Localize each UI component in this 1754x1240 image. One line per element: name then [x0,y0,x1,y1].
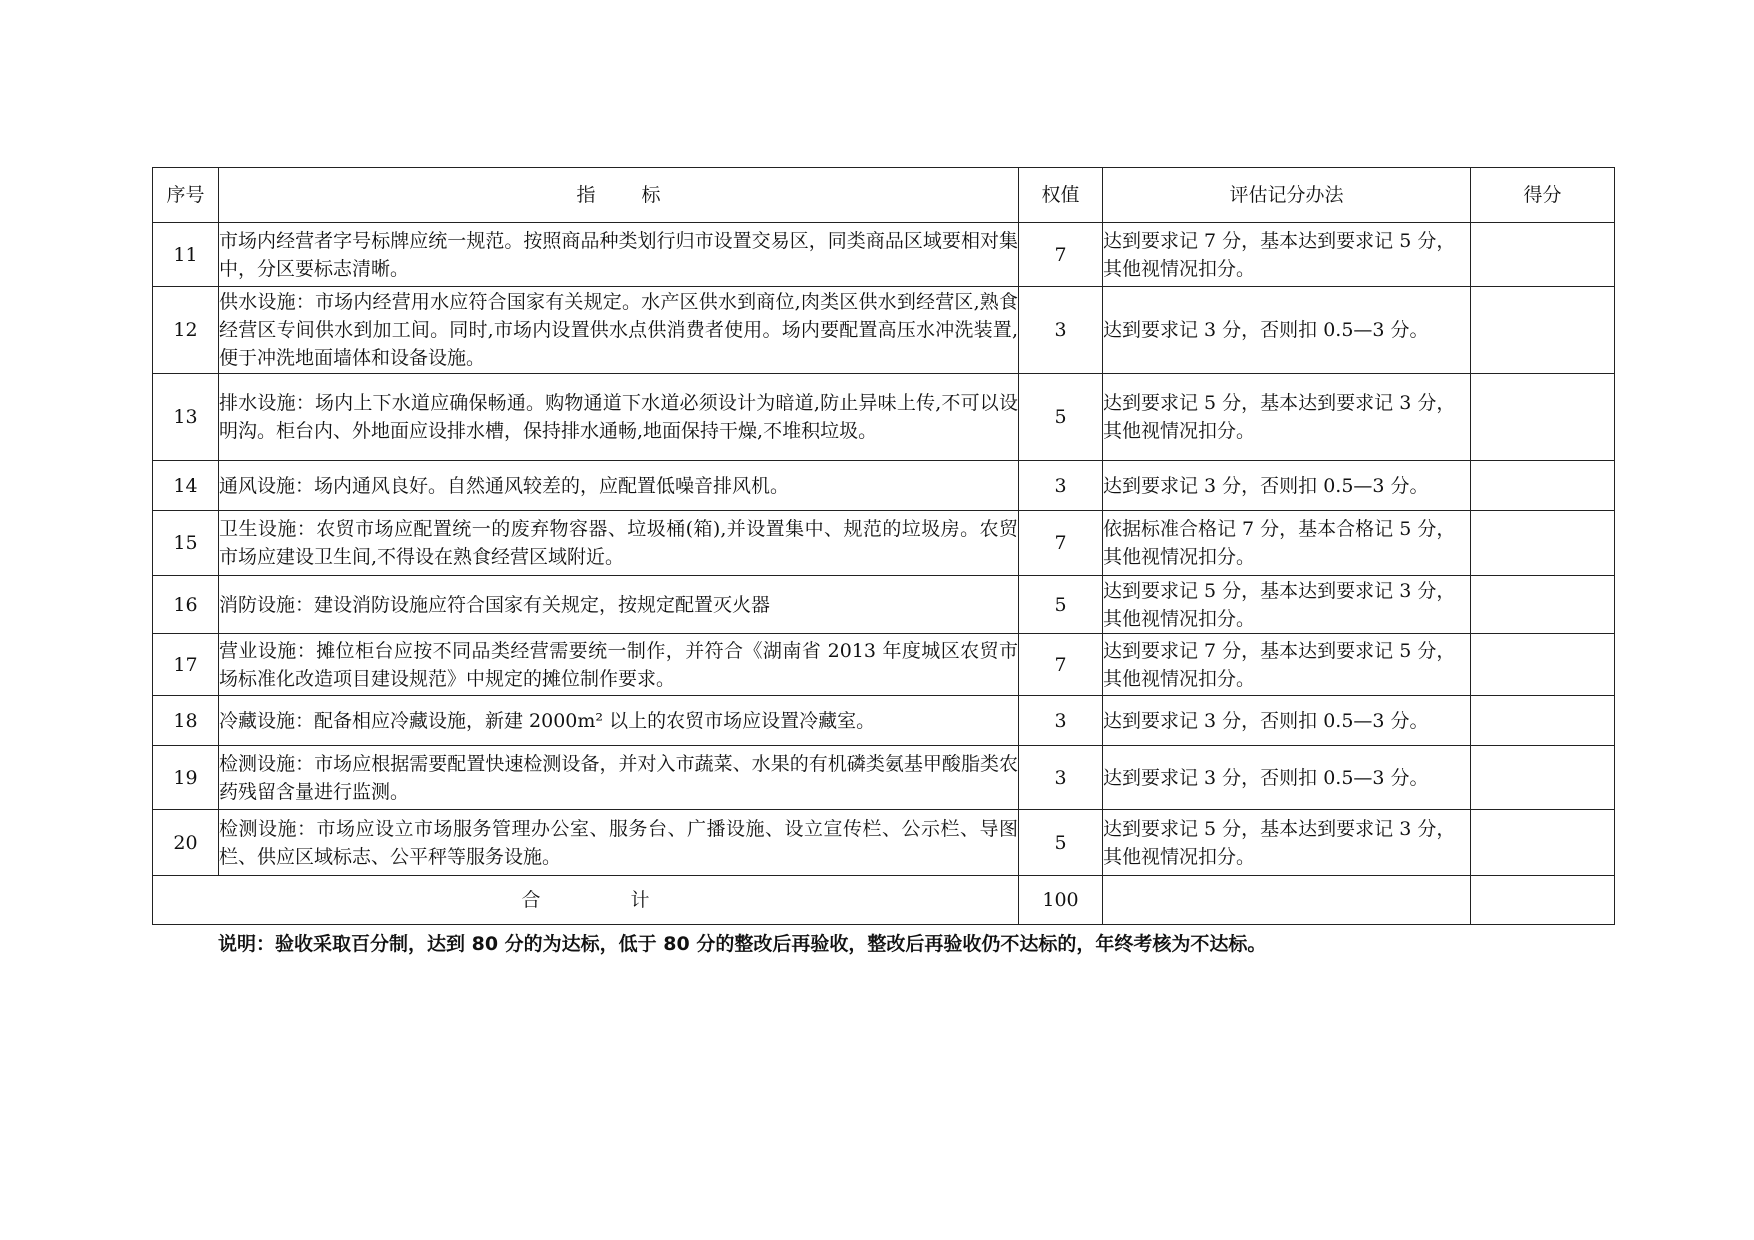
row-weight: 3 [1019,696,1103,746]
row-number: 11 [153,223,219,287]
header-weight: 权值 [1019,168,1103,223]
table-row [153,374,1615,461]
row-number: 20 [153,810,219,876]
row-indicator: 消防设施：建设消防设施应符合国家有关规定，按规定配置灭火器 [219,576,1019,634]
table-row [153,511,1615,576]
row-weight: 3 [1019,287,1103,374]
row-indicator: 检测设施：市场应根据需要配置快速检测设备，并对入市蔬菜、水果的有机磷类氨基甲酸脂类农药残留含量进行监测。 [219,746,1019,810]
row-number: 14 [153,461,219,511]
header-number: 序号 [153,168,219,223]
row-method: 达到要求记 7 分，基本达到要求记 5 分，其他视情况扣分。 [1103,223,1471,287]
table-row [153,461,1615,511]
row-score [1471,634,1615,696]
row-score [1471,746,1615,810]
row-number: 17 [153,634,219,696]
row-indicator: 排水设施：场内上下水道应确保畅通。购物通道下水道必须设计为暗道,防止异味上传,不可以设明沟。柜台内、外地面应设排水槽，保持排水通畅,地面保持干燥,不堆积垃圾。 [219,374,1019,461]
row-score [1471,810,1615,876]
total-row [153,876,1615,925]
row-number: 15 [153,511,219,576]
row-score [1471,696,1615,746]
row-method: 达到要求记 7 分，基本达到要求记 5 分，其他视情况扣分。 [1103,634,1471,696]
row-weight: 3 [1019,746,1103,810]
total-label-char-1: 合 [521,889,541,911]
row-weight: 5 [1019,810,1103,876]
table-row [153,287,1615,374]
table-row [153,223,1615,287]
row-method: 达到要求记 3 分，否则扣 0.5—3 分。 [1103,287,1471,374]
row-method: 达到要求记 3 分，否则扣 0.5—3 分。 [1103,746,1471,810]
row-number: 19 [153,746,219,810]
scoring-table [152,167,1615,925]
row-weight: 5 [1019,374,1103,461]
row-weight: 7 [1019,223,1103,287]
total-label [153,876,1019,925]
row-indicator: 营业设施：摊位柜台应按不同品类经营需要统一制作，并符合《湖南省 2013 年度城区农贸市场标准化改造项目建设规范》中规定的摊位制作要求。 [219,634,1019,696]
table-row [153,576,1615,634]
row-number: 12 [153,287,219,374]
row-method: 达到要求记 5 分，基本达到要求记 3 分，其他视情况扣分。 [1103,374,1471,461]
row-weight: 5 [1019,576,1103,634]
row-score [1471,287,1615,374]
table-row [153,746,1615,810]
row-weight: 7 [1019,511,1103,576]
row-score [1471,511,1615,576]
row-indicator: 市场内经营者字号标牌应统一规范。按照商品种类划行归市设置交易区，同类商品区域要相对集中，分区要标志清晰。 [219,223,1019,287]
row-score [1471,223,1615,287]
row-number: 13 [153,374,219,461]
total-weight: 100 [1019,876,1103,925]
row-method: 达到要求记 5 分，基本达到要求记 3 分，其他视情况扣分。 [1103,576,1471,634]
table-row [153,810,1615,876]
table-row [153,634,1615,696]
total-method [1103,876,1471,925]
header-score: 得分 [1471,168,1615,223]
row-indicator: 通风设施：场内通风良好。自然通风较差的，应配置低噪音排风机。 [219,461,1019,511]
document-page [152,167,1614,959]
header-indicator-char-2: 标 [641,184,661,206]
row-score [1471,374,1615,461]
row-indicator: 卫生设施：农贸市场应配置统一的废弃物容器、垃圾桶(箱),并设置集中、规范的垃圾房。农贸市场应建设卫生间,不得设在熟食经营区域附近。 [219,511,1019,576]
row-method: 达到要求记 3 分，否则扣 0.5—3 分。 [1103,461,1471,511]
row-method: 达到要求记 5 分，基本达到要求记 3 分，其他视情况扣分。 [1103,810,1471,876]
table-row [153,696,1615,746]
row-weight: 3 [1019,461,1103,511]
row-score [1471,576,1615,634]
total-label-char-2: 计 [630,889,650,911]
footnote: 说明：验收采取百分制，达到 80 分的为达标，低于 80 分的整改后再验收，整改后再验收仍不达标的，年终考核为不达标。 [218,933,1267,955]
row-number: 18 [153,696,219,746]
row-score [1471,461,1615,511]
row-number: 16 [153,576,219,634]
row-method: 依据标准合格记 7 分，基本合格记 5 分，其他视情况扣分。 [1103,511,1471,576]
row-indicator: 冷藏设施：配备相应冷藏设施，新建 2000m² 以上的农贸市场应设置冷藏室。 [219,696,1019,746]
table-header-row [153,168,1615,223]
header-indicator [219,168,1019,223]
row-indicator: 检测设施：市场应设立市场服务管理办公室、服务台、广播设施、设立宣传栏、公示栏、导图栏、供应区域标志、公平秤等服务设施。 [219,810,1019,876]
total-score [1471,876,1615,925]
row-method: 达到要求记 3 分，否则扣 0.5—3 分。 [1103,696,1471,746]
header-indicator-char-1: 指 [576,184,596,206]
row-weight: 7 [1019,634,1103,696]
header-method: 评估记分办法 [1103,168,1471,223]
row-indicator: 供水设施：市场内经营用水应符合国家有关规定。水产区供水到商位,肉类区供水到经营区,熟食经营区专间供水到加工间。同时,市场内设置供水点供消费者使用。场内要配置高压水冲洗装置,便于冲洗地面墙体和设备设施。 [219,287,1019,374]
